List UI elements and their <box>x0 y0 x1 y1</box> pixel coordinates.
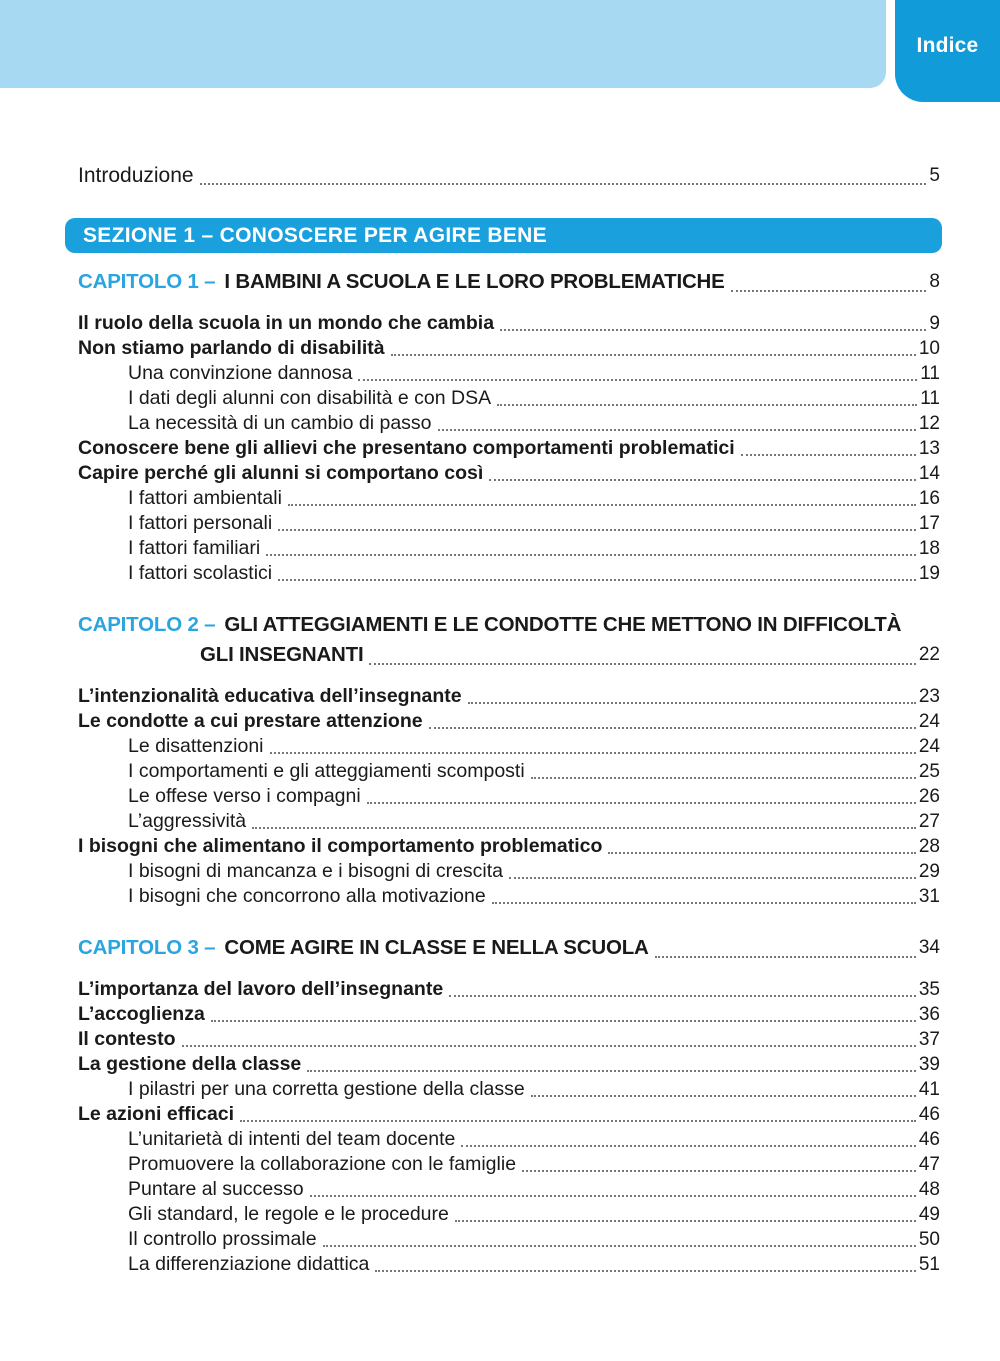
dotted-leader <box>288 504 916 506</box>
dotted-leader <box>497 404 917 406</box>
dotted-leader <box>455 1220 916 1222</box>
dotted-leader <box>367 802 916 804</box>
toc-entry <box>78 759 940 784</box>
dotted-leader <box>375 1270 915 1272</box>
chapter-heading <box>78 933 940 963</box>
chapter-entries <box>78 311 940 586</box>
page-number: 26 <box>918 786 940 807</box>
page-number: 9 <box>929 313 940 334</box>
chapter-title: GLI ATTEGGIAMENTI E LE CONDOTTE CHE METTONO IN DIFFICOLTÀ <box>224 613 902 636</box>
entry-label: Una convinzione dannosa <box>128 362 353 384</box>
page-number: 5 <box>929 165 940 186</box>
toc-body <box>78 218 940 1277</box>
toc-entry <box>78 1027 940 1052</box>
entry-label: I pilastri per una corretta gestione della classe <box>128 1078 525 1100</box>
dotted-leader <box>278 579 916 581</box>
entry-label: I fattori scolastici <box>128 562 273 584</box>
entry-label: Le offese verso i compagni <box>128 785 361 807</box>
entry-label: Il contesto <box>78 1028 176 1050</box>
entry-label: I bisogni che alimentano il comportamento problematico <box>78 835 603 857</box>
entry-label: Promuovere la collaborazione con le famiglie <box>128 1153 517 1175</box>
dotted-leader <box>731 290 927 292</box>
page-number: 31 <box>918 886 940 907</box>
dotted-leader <box>522 1170 916 1172</box>
page-number: 39 <box>918 1054 940 1075</box>
dotted-leader <box>323 1245 916 1247</box>
page-number: 47 <box>918 1154 940 1175</box>
toc-entry <box>78 1052 940 1077</box>
page-number: 37 <box>918 1029 940 1050</box>
page-number: 14 <box>918 463 940 484</box>
page-number: 34 <box>918 937 940 958</box>
chapter-title-continued: GLI INSEGNANTI <box>200 643 364 666</box>
page-number: 28 <box>918 836 940 857</box>
chapter-block <box>78 610 940 909</box>
page-number: 36 <box>918 1004 940 1025</box>
toc-entry <box>78 311 940 336</box>
toc-entry <box>78 1002 940 1027</box>
entry-label: Il controllo prossimale <box>128 1228 317 1250</box>
page-number: 41 <box>918 1079 940 1100</box>
toc-entry <box>78 461 940 486</box>
toc-entry <box>78 436 940 461</box>
dotted-leader <box>489 479 916 481</box>
dotted-leader <box>182 1045 916 1047</box>
dotted-leader <box>358 379 917 381</box>
page-number: 49 <box>918 1204 940 1225</box>
entry-label: L’accoglienza <box>78 1003 205 1025</box>
page-number: 19 <box>918 563 940 584</box>
page-number: 23 <box>918 686 940 707</box>
dotted-leader <box>449 995 916 997</box>
page-number: 35 <box>918 979 940 1000</box>
chapter-heading-line2 <box>78 640 940 670</box>
dotted-leader <box>240 1120 916 1122</box>
toc-entry <box>78 884 940 909</box>
toc-entry <box>78 784 940 809</box>
chapter-label: CAPITOLO 2 – <box>78 613 216 636</box>
entry-label: I dati degli alunni con disabilità e con DSA <box>128 387 492 409</box>
chapter-block <box>78 267 940 586</box>
chapter-block <box>78 933 940 1277</box>
entry-label: I bisogni che concorrono alla motivazione <box>128 885 486 907</box>
entry-label: Capire perché gli alunni si comportano così <box>78 462 484 484</box>
chapter-entries <box>78 977 940 1277</box>
dotted-leader <box>266 554 916 556</box>
dotted-leader <box>500 329 926 331</box>
dotted-leader <box>509 877 916 879</box>
entry-label: I fattori familiari <box>128 537 261 559</box>
chapter-entries <box>78 684 940 909</box>
toc-entry <box>78 411 940 436</box>
page-number: 51 <box>918 1254 940 1275</box>
page-number: 11 <box>920 388 940 409</box>
page-number: 29 <box>918 861 940 882</box>
dotted-leader <box>468 702 916 704</box>
chapter-label: CAPITOLO 1 – <box>78 270 216 293</box>
page-number: 46 <box>918 1104 940 1125</box>
entry-label: La necessità di un cambio di passo <box>128 412 432 434</box>
page-number: 17 <box>918 513 940 534</box>
page-number: 11 <box>920 363 940 384</box>
toc-entry <box>78 486 940 511</box>
toc-entry <box>78 536 940 561</box>
toc-entry <box>78 1202 940 1227</box>
page-number: 8 <box>929 271 940 292</box>
dotted-leader <box>278 529 916 531</box>
toc-entry <box>78 1252 940 1277</box>
dotted-leader <box>461 1145 915 1147</box>
toc-entry <box>78 734 940 759</box>
toc-entry <box>78 386 940 411</box>
dotted-leader <box>655 956 916 958</box>
toc-entry <box>78 336 940 361</box>
section-title: SEZIONE 1 – CONOSCERE PER AGIRE BENE <box>83 223 547 247</box>
entry-label: L’intenzionalità educativa dell’insegnante <box>78 685 462 707</box>
chapter-label: CAPITOLO 3 – <box>78 936 216 959</box>
toc-entry <box>78 1127 940 1152</box>
entry-label: Le condotte a cui prestare attenzione <box>78 710 423 732</box>
page-number: 24 <box>918 711 940 732</box>
page-number: 24 <box>918 736 940 757</box>
header-band <box>0 0 886 88</box>
chapter-heading <box>78 267 940 297</box>
page-number: 27 <box>918 811 940 832</box>
entry-label: I fattori ambientali <box>128 487 282 509</box>
entry-label: Gli standard, le regole e le procedure <box>128 1203 449 1225</box>
entry-label: I fattori personali <box>128 512 273 534</box>
dotted-leader <box>531 777 916 779</box>
toc-entry <box>78 1152 940 1177</box>
toc-entry <box>78 1227 940 1252</box>
page-number: 46 <box>918 1129 940 1150</box>
page-number: 25 <box>918 761 940 782</box>
entry-label: I comportamenti e gli atteggiamenti scomposti <box>128 760 525 782</box>
entry-label: Conoscere bene gli allievi che presentano comportamenti problematici <box>78 437 735 459</box>
entry-label: La differenziazione didattica <box>128 1253 370 1275</box>
toc-entry <box>78 977 940 1002</box>
entry-label: La gestione della classe <box>78 1053 302 1075</box>
toc-entry <box>78 859 940 884</box>
toc-entry <box>78 511 940 536</box>
dotted-leader <box>438 429 916 431</box>
dotted-leader <box>429 727 916 729</box>
dotted-leader <box>270 752 916 754</box>
toc-entry <box>78 834 940 859</box>
section-body <box>78 267 940 1277</box>
section-header-bar <box>65 218 942 253</box>
toc-entry <box>78 709 940 734</box>
entry-label: L’aggressività <box>128 810 247 832</box>
indice-tab-label: Indice <box>916 34 979 57</box>
intro-label: Introduzione <box>78 164 194 187</box>
entry-label: Le azioni efficaci <box>78 1103 235 1125</box>
dotted-leader <box>531 1095 916 1097</box>
dotted-leader <box>369 663 915 665</box>
page-number: 22 <box>918 644 940 665</box>
dotted-leader <box>310 1195 916 1197</box>
dotted-leader <box>608 852 915 854</box>
dotted-leader <box>391 354 916 356</box>
toc-entry <box>78 684 940 709</box>
toc-entry <box>78 361 940 386</box>
toc-content <box>78 88 940 1277</box>
toc-entry <box>78 1077 940 1102</box>
page-number: 10 <box>918 338 940 359</box>
page-number: 18 <box>918 538 940 559</box>
page-number: 12 <box>918 413 940 434</box>
entry-label: I bisogni di mancanza e i bisogni di crescita <box>128 860 504 882</box>
dotted-leader <box>200 183 927 185</box>
chapter-title: COME AGIRE IN CLASSE E NELLA SCUOLA <box>224 936 649 959</box>
indice-tab <box>895 0 1000 102</box>
toc-entry <box>78 1177 940 1202</box>
entry-label: Non stiamo parlando di disabilità <box>78 337 385 359</box>
entry-label: L’unitarietà di intenti del team docente <box>128 1128 456 1150</box>
entry-label: Puntare al successo <box>128 1178 304 1200</box>
toc-entry <box>78 1102 940 1127</box>
page-number: 13 <box>918 438 940 459</box>
entry-label: Il ruolo della scuola in un mondo che cambia <box>78 312 495 334</box>
dotted-leader <box>211 1020 916 1022</box>
page-number: 50 <box>918 1229 940 1250</box>
entry-label: Le disattenzioni <box>128 735 264 757</box>
dotted-leader <box>492 902 916 904</box>
dotted-leader <box>741 454 916 456</box>
dotted-leader <box>307 1070 916 1072</box>
dotted-leader <box>252 827 916 829</box>
entry-label: L’importanza del lavoro dell’insegnante <box>78 978 444 1000</box>
toc-entry-introduzione <box>78 162 940 190</box>
toc-entry <box>78 809 940 834</box>
chapter-heading <box>78 610 940 640</box>
page-number: 16 <box>918 488 940 509</box>
page-number: 48 <box>918 1179 940 1200</box>
toc-entry <box>78 561 940 586</box>
chapter-title: I BAMBINI A SCUOLA E LE LORO PROBLEMATICHE <box>224 270 725 293</box>
